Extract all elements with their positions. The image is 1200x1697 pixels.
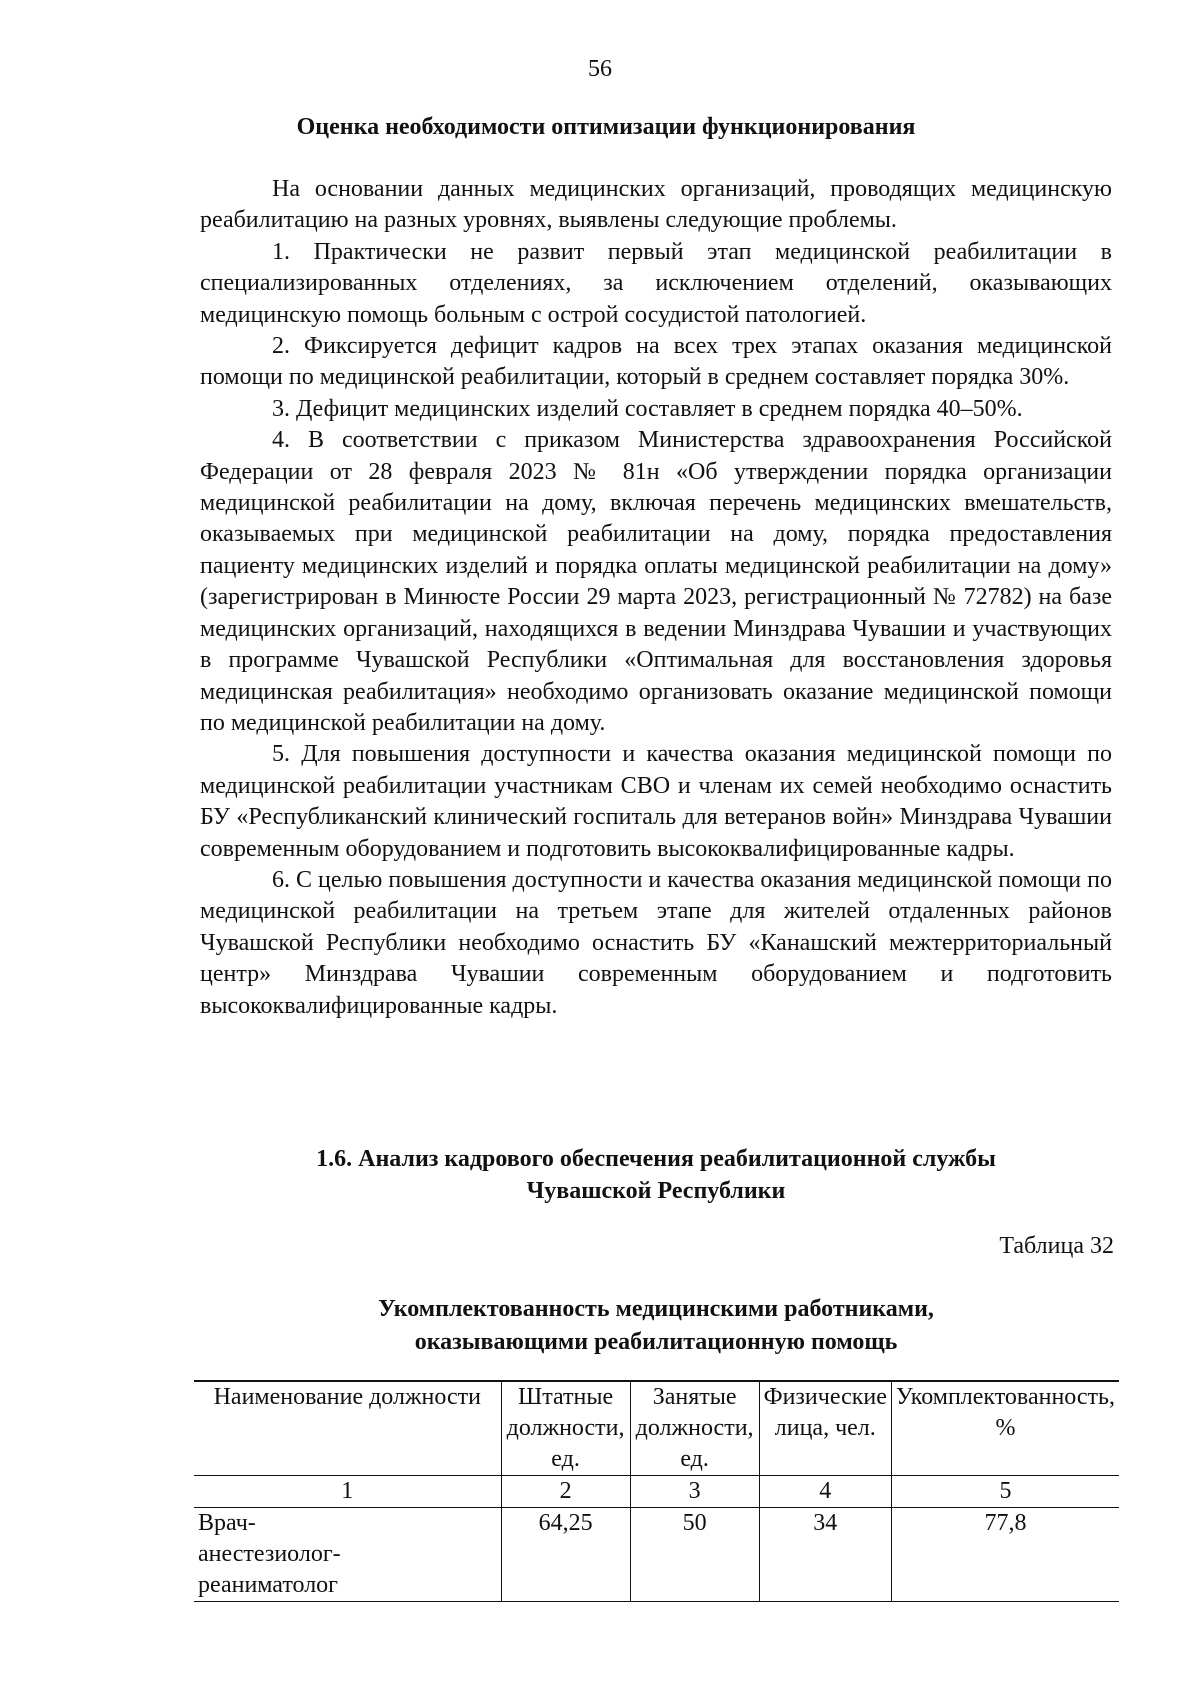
problem-item-2: 2. Фиксируется дефицит кадров на всех трех этапах оказания медицинской помощи по медицинской реабилитации, который в среднем составляет порядка 30%. [200,333,1112,391]
table-caption: Таблица 32 [999,1233,1114,1259]
column-number: 3 [630,1476,759,1508]
chapter-title-line-2: Чувашской Республики [526,1178,786,1204]
problem-item-6: 6. С целью повышения доступности и качества оказания медицинской помощи по медицинской реабилитации на третьем этапе для жителей отдаленных районов Чувашской Республики необходимо оснастить БУ «Канашский межтерриториальный центр» Минздрава Чувашии современным оборудованием и подготовить высококвалифицированные кадры. [200,866,1112,1019]
staffing-table [194,1380,1119,1602]
problem-item-4: 4. В соответствии с приказом Министерства здравоохранения Российской Федерации от 28 февраля 2023 № 81н «Об утверждении порядка организации медицинской реабилитации на дому, включая перечень медицинских вмешательств, оказываемых при медицинской реабилитации на дому, порядка предоставления пациенту медицинских изделий и порядка оплаты медицинской реабилитации на дому» (зарегистрирован в Минюсте России 29 марта 2023, регистрационный № 72782) на базе медицинских организаций, находящихся в ведении Минздрава Чувашии и участвующих в программе Чувашской Республики «Оптимальная для восстановления здоровья медицинская реабилитация» необходимо организовать оказание медицинской помощи по медицинской реабилитации на дому. [200,427,1112,736]
occupied-positions-cell: 50 [630,1508,759,1602]
column-number: 2 [501,1476,630,1508]
header-staff-positions: Штатные должности, ед. [501,1381,630,1476]
header-individuals: Физические лица, чел. [759,1381,891,1476]
individuals-cell: 34 [759,1508,891,1602]
header-staffing-level: Укомплектованность, % [891,1381,1119,1476]
table-title-line-2: оказывающими реабилитационную помощь [414,1329,898,1355]
page-number: 56 [588,56,612,82]
chapter-title [200,1143,1112,1207]
table-title [200,1293,1112,1359]
column-number: 1 [194,1476,501,1508]
column-number-row [194,1476,1119,1508]
table-header-row [194,1381,1119,1476]
staffing-level-cell: 77,8 [891,1508,1119,1602]
column-number: 5 [891,1476,1119,1508]
problem-item-1: 1. Практически не развит первый этап медицинской реабилитации в специализированных отделениях, за исключением отделений, оказывающих медицинскую помощь больным с острой сосудистой патологией. [200,238,1112,328]
table-row [194,1508,1119,1602]
header-position-name: Наименование должности [194,1381,501,1476]
column-number: 4 [759,1476,891,1508]
staff-positions-cell: 64,25 [501,1508,630,1602]
chapter-title-line-1: 1.6. Анализ кадрового обеспечения реабилитационной службы [316,1146,996,1172]
body-text [200,174,1112,1022]
table-title-line-1: Укомплектованность медицинскими работниками, [378,1296,934,1322]
problem-item-5: 5. Для повышения доступности и качества оказания медицинской помощи по медицинской реабилитации участникам СВО и членам их семей необходимо оснастить БУ «Республиканский клинический госпиталь для ветеранов войн» Минздрава Чувашии современным оборудованием и подготовить высококвалифицированные кадры. [200,741,1112,862]
intro-paragraph: На основании данных медицинских организаций, проводящих медицинскую реабилитацию на разных уровнях, выявлены следующие проблемы. [200,176,1112,234]
section-title: Оценка необходимости оптимизации функционирования [296,114,916,140]
position-name-cell: Врач-анестезиолог-реаниматолог [194,1508,501,1602]
problem-item-3: 3. Дефицит медицинских изделий составляет в среднем порядка 40–50%. [272,395,1023,422]
header-occupied-positions: Занятые должности, ед. [630,1381,759,1476]
